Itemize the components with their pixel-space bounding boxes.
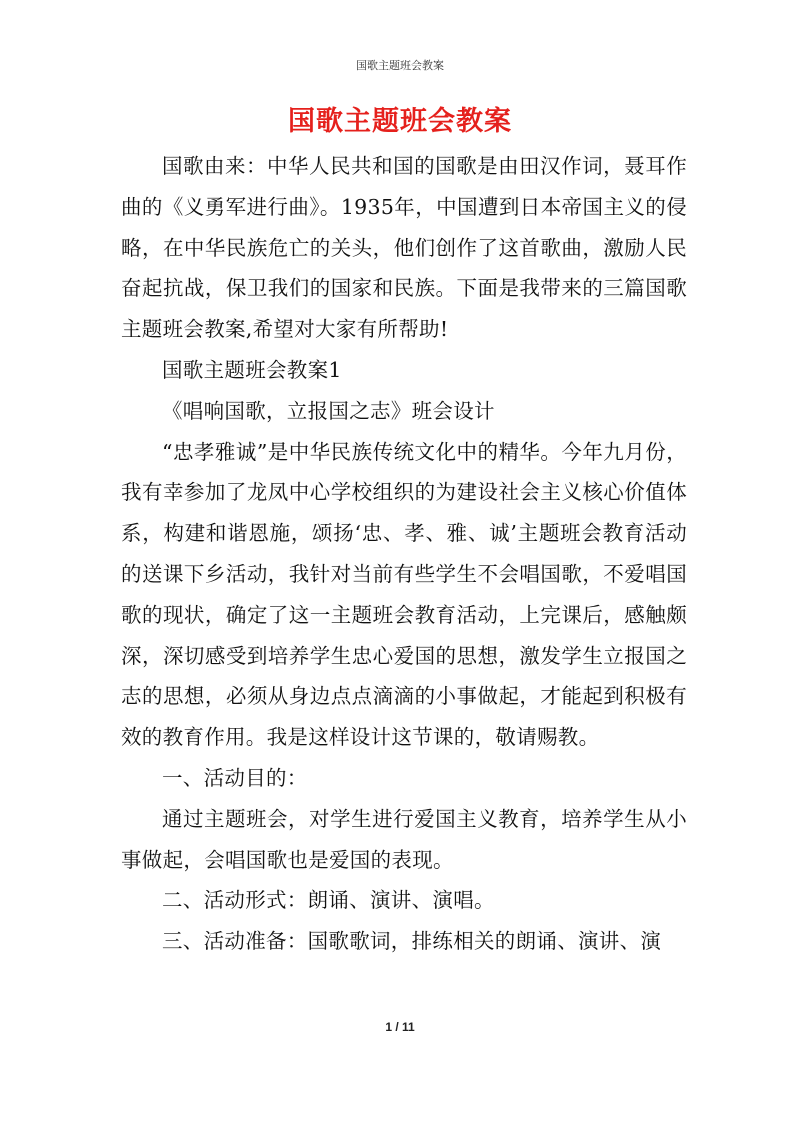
activity-form-paragraph: 二、活动形式：朗诵、演讲、演唱。 [162,888,495,913]
document-title: 国歌主题班会教案 [288,106,512,137]
running-header: 国歌主题班会教案 [356,59,444,72]
activity-prep-paragraph: 三、活动准备：国歌歌词，排练相关的朗诵、演讲、演 [162,929,662,954]
intro-paragraph: 国歌由来：中华人民共和国的国歌是由田汉作词，聂耳作曲的《义勇军进行曲》。1935年，中国遭到日本帝国主义的侵略，在中华民族危亡的关头，他们创作了这首歌曲，激励人民奋起抗战，保卫我们的国家和民族。下面是我带来的三篇国歌主题班会教案,希望对大家有所帮助! [121,154,687,342]
activity-goal-heading: 一、活动目的： [162,765,308,790]
class-design-title: 《唱响国歌，立报国之志》班会设计 [162,398,495,423]
section-heading-plan-1: 国歌主题班会教案1 [162,357,342,382]
document-body [121,146,687,962]
page-number: 1 / 11 [385,1020,415,1034]
background-paragraph: “忠孝雅诚”是中华民族传统文化中的精华。今年九月份，我有幸参加了龙凤中心学校组织的为建设社会主义核心价值体系，构建和谐恩施，颂扬‘忠、孝、雅、诚’主题班会教育活动的送课下乡活动，我针对当前有些学生不会唱国歌，不爱唱国歌的现状，确定了这一主题班会教育活动，上完课后，感触颇深，深切感受到培养学生忠心爱国的思想，激发学生立报国之志的思想，必须从身边点点滴滴的小事做起，才能起到积极有效的教育作用。我是这样设计这节课的，敬请赐教。 [121,439,687,750]
activity-goal-paragraph: 通过主题班会，对学生进行爱国主义教育，培养学生从小事做起，会唱国歌也是爱国的表现。 [121,806,687,872]
